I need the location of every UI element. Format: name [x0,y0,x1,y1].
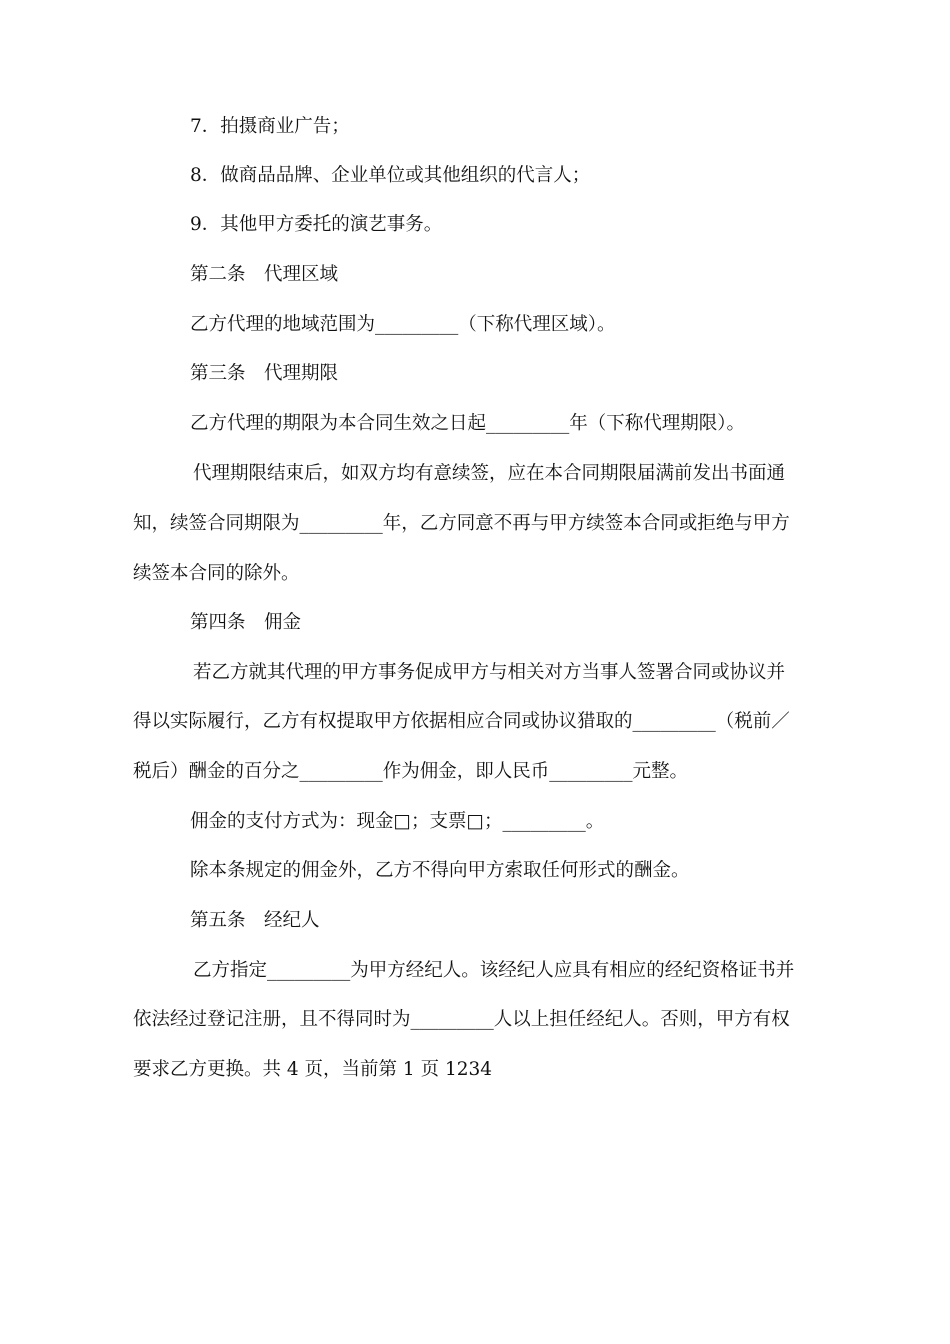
article-2-text: 乙方代理的地域范围为_________（下称代理区域）。 [190,314,616,335]
item-9: 9．其他甲方委托的演艺事务。 [190,214,443,235]
agent-paragraph-line-2: 依法经过登记注册，且不得同时为_________人以上担任经纪人。否则，甲方有权 [133,1009,790,1030]
article-4-heading: 第四条 佣金 [190,612,302,633]
article-5-heading: 第五条 经纪人 [190,910,320,931]
renewal-paragraph-line-3: 续签本合同的除外。 [133,563,300,584]
payment-method: 佣金的支付方式为：现金□；支票□；_________。 [190,811,605,832]
agent-paragraph-line-3: 要求乙方更换。共 4 页，当前第 1 页 1234 [133,1059,493,1080]
item-7: 7．拍摄商业广告； [190,116,350,137]
commission-paragraph-line-3: 税后）酬金的百分之_________作为佣金，即人民币_________元整。 [133,761,689,782]
article-3-text: 乙方代理的期限为本合同生效之日起_________年（下称代理期限）。 [190,413,746,434]
commission-paragraph-line-2: 得以实际履行，乙方有权提取甲方依据相应合同或协议猎取的_________（税前／ [133,711,790,732]
agent-paragraph-line-1: 乙方指定_________为甲方经纪人。该经纪人应具有相应的经纪资格证书并 [193,960,795,981]
renewal-paragraph-line-1: 代理期限结束后，如双方均有意续签，应在本合同期限届满前发出书面通 [193,463,786,484]
renewal-paragraph-line-2: 知，续签合同期限为_________年，乙方同意不再与甲方续签本合同或拒绝与甲方 [133,513,790,534]
item-8: 8．做商品品牌、企业单位或其他组织的代言人； [190,165,591,186]
commission-exclusion: 除本条规定的佣金外，乙方不得向甲方索取任何形式的酬金。 [190,860,690,881]
article-2-heading: 第二条 代理区域 [190,264,339,285]
article-3-heading: 第三条 代理期限 [190,363,339,384]
commission-paragraph-line-1: 若乙方就其代理的甲方事务促成甲方与相关对方当事人签署合同或协议并 [193,662,786,683]
